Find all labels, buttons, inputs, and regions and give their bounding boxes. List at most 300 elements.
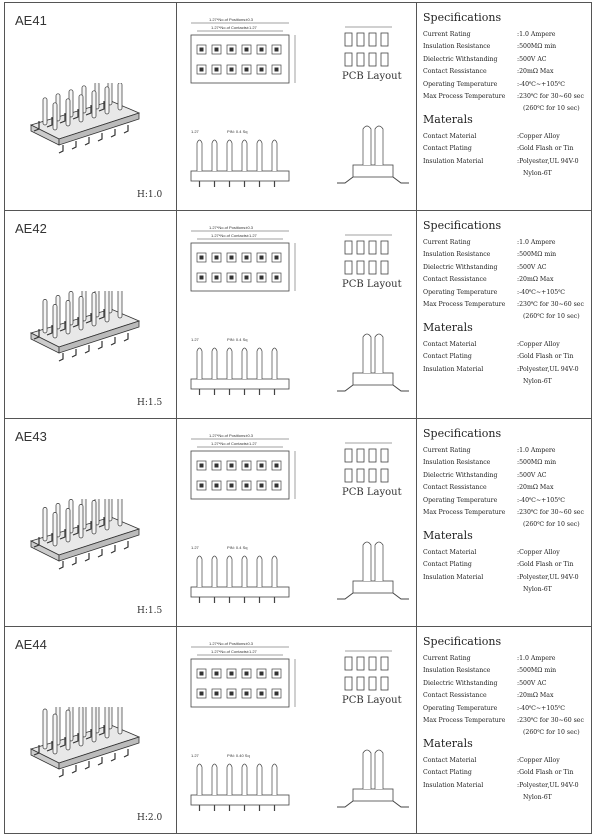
spec-row	[423, 274, 584, 286]
pcb-pad	[369, 449, 376, 462]
profile-pin	[363, 750, 371, 789]
spec-key: Operating Temperature	[423, 496, 498, 504]
spec-key: Current Rating	[423, 31, 471, 38]
side-pin	[272, 140, 277, 171]
material-value: :Gold Flash or Tin	[517, 353, 574, 361]
catalog-sheet	[4, 2, 592, 834]
smt-lead	[111, 545, 115, 553]
pin-note: PIN: 0.4 Sq	[227, 129, 248, 134]
product-image-cell	[5, 3, 177, 210]
profile-lead	[393, 177, 409, 183]
pcb-pad	[381, 449, 388, 462]
technical-drawing	[177, 211, 417, 419]
smt-lead	[98, 757, 102, 765]
spec-value: :500MΩ min	[517, 43, 557, 51]
pitch-label: 1.27	[191, 337, 199, 342]
pin-note: PIN: 0.40 Sq	[227, 753, 250, 758]
material-key: Contact Plating	[423, 145, 472, 153]
pin	[43, 98, 47, 125]
pcb-pad	[345, 469, 352, 482]
material-key: Contact Material	[423, 757, 477, 764]
contact-pin	[275, 48, 279, 52]
side-pin	[212, 764, 217, 795]
pin	[43, 299, 47, 333]
material-row	[423, 755, 579, 767]
material-value: :Copper Alloy	[517, 133, 560, 140]
contact-pin	[230, 464, 234, 468]
side-pin	[242, 140, 247, 171]
pcb-pad	[381, 261, 388, 274]
material-value: :Gold Flash or Tin	[517, 769, 574, 777]
material-table	[423, 547, 579, 597]
profile-pin	[375, 334, 383, 373]
spec-value: :500MΩ min	[517, 667, 557, 675]
pcb-pad	[357, 469, 364, 482]
pcb-pad	[381, 241, 388, 254]
smt-lead	[85, 761, 89, 769]
connector-iso-image	[27, 83, 147, 163]
pin	[66, 710, 70, 750]
spec-key: Dielectric Withstanding	[423, 55, 498, 63]
smt-lead	[124, 541, 128, 549]
contact-pin	[200, 672, 204, 676]
profile-pin	[375, 542, 383, 581]
pcb-pad	[369, 53, 376, 66]
spec-row	[423, 29, 584, 41]
smt-lead	[72, 349, 76, 357]
product-row-ae42	[5, 211, 591, 419]
contact-pin	[215, 256, 219, 260]
pin	[105, 707, 109, 738]
contact-pin	[260, 68, 264, 72]
contact-pin	[200, 276, 204, 280]
material-key: Insulation Material	[423, 781, 484, 789]
dimension-label: 1.27*No.of Contacts±1.27	[211, 441, 257, 446]
pin	[79, 95, 83, 122]
contact-pin	[230, 256, 234, 260]
pin-note: PIN: 0.4 Sq	[227, 545, 248, 550]
spec-key: Contact Ressistance	[423, 484, 487, 492]
pin	[66, 300, 70, 334]
material-value: :Copper Alloy	[517, 549, 560, 556]
contact-pin	[215, 464, 219, 468]
material-row	[423, 767, 579, 779]
profile-body	[353, 789, 393, 801]
side-pin	[272, 348, 277, 379]
contact-pin	[200, 484, 204, 488]
spec-row	[423, 249, 584, 261]
product-image-cell	[5, 627, 177, 833]
pitch-label: 1.27	[191, 753, 199, 758]
profile-lead	[337, 801, 353, 807]
side-pin	[242, 556, 247, 587]
height-label: H:2.0	[137, 813, 163, 823]
material-value: :Polyester,UL 94V-0	[517, 365, 579, 373]
pin	[43, 709, 47, 749]
spec-value: :500MΩ min	[517, 459, 557, 467]
spec-value: :-40℃~+105℃	[517, 496, 566, 504]
product-row-ae43	[5, 419, 591, 627]
spec-key: Current Rating	[423, 655, 471, 662]
specifications-heading: Specifications	[423, 219, 502, 232]
spec-key: Max Process Temperature	[423, 93, 506, 101]
spec-row	[423, 690, 584, 702]
material-key: Insulation Material	[423, 365, 484, 373]
spec-value: :230℃ for 30~60 sec	[517, 301, 584, 309]
spec-cell	[417, 211, 591, 418]
pcb-pad	[357, 449, 364, 462]
connector-iso-image	[27, 291, 147, 371]
material-key: Contact Material	[423, 133, 477, 140]
contact-pin	[260, 256, 264, 260]
material-table	[423, 131, 579, 181]
spec-key: Insulation Resistance	[423, 251, 491, 259]
smt-lead	[59, 353, 63, 361]
side-pin	[227, 140, 232, 171]
material-key: Insulation Material	[423, 157, 484, 165]
pcb-layout-label: PCB Layout	[342, 695, 402, 706]
contact-pin	[230, 484, 234, 488]
smt-lead	[85, 137, 89, 145]
pin	[118, 291, 122, 318]
materials-heading: Materals	[423, 529, 473, 542]
pcb-pad	[369, 261, 376, 274]
spec-value: :1.0 Ampere	[517, 655, 556, 662]
spec-value: :20mΩ Max	[517, 692, 554, 700]
profile-body	[353, 373, 393, 385]
pcb-layout-label: PCB Layout	[342, 71, 402, 82]
product-image-cell	[5, 419, 177, 626]
spec-value: :-40℃~+105℃	[517, 288, 566, 296]
dimension-label: 1.27*No.of Contacts±1.27	[211, 649, 257, 654]
spec-row	[423, 287, 584, 299]
spec-key: Current Rating	[423, 447, 471, 454]
material-table	[423, 339, 579, 389]
spec-key: Max Process Temperature	[423, 717, 506, 725]
side-pin	[227, 556, 232, 587]
pcb-pad	[357, 261, 364, 274]
spec-key: Insulation Resistance	[423, 459, 491, 467]
contact-pin	[215, 484, 219, 488]
spec-row	[423, 66, 584, 78]
side-pin	[242, 764, 247, 795]
top-view-body	[191, 659, 289, 707]
smt-lead	[85, 345, 89, 353]
product-image-cell	[5, 211, 177, 418]
smt-lead	[59, 561, 63, 569]
spec-key: Dielectric Withstanding	[423, 263, 498, 271]
technical-drawing	[177, 627, 417, 833]
spec-continuation: (260℃ for 10 sec)	[523, 105, 580, 113]
side-view-body	[191, 587, 289, 597]
spec-key: Max Process Temperature	[423, 301, 506, 309]
spec-row	[423, 457, 584, 469]
material-row	[423, 143, 579, 155]
contact-pin	[260, 464, 264, 468]
pin	[118, 499, 122, 526]
profile-pin	[363, 126, 371, 165]
pin-note: PIN: 0.4 Sq	[227, 337, 248, 342]
pin	[53, 512, 57, 546]
material-value: :Copper Alloy	[517, 757, 560, 764]
contact-pin	[245, 692, 249, 696]
pcb-pad	[369, 657, 376, 670]
material-row	[423, 780, 579, 792]
connector-iso-image	[27, 707, 147, 787]
side-pin	[197, 140, 202, 171]
contact-pin	[215, 276, 219, 280]
contact-pin	[245, 464, 249, 468]
spec-continuation: (260℃ for 10 sec)	[523, 313, 580, 321]
material-continuation: Nylon-6T	[523, 794, 552, 802]
pin	[79, 504, 83, 538]
profile-lead	[337, 593, 353, 599]
material-continuation: Nylon-6T	[523, 378, 552, 386]
spec-row	[423, 507, 584, 519]
pin	[118, 707, 122, 734]
contact-pin	[275, 276, 279, 280]
connector-iso-image	[27, 499, 147, 579]
spec-key: Operating Temperature	[423, 288, 498, 296]
spec-value: :230℃ for 30~60 sec	[517, 93, 584, 101]
profile-body	[353, 581, 393, 593]
contact-pin	[230, 672, 234, 676]
contact-pin	[245, 256, 249, 260]
spec-value: :20mΩ Max	[517, 484, 554, 492]
pin	[92, 500, 96, 534]
contact-pin	[230, 48, 234, 52]
spec-cell	[417, 627, 591, 833]
side-pin	[242, 348, 247, 379]
side-view-body	[191, 379, 289, 389]
dimension-label: 1.27*No.of Contacts±1.27	[211, 233, 257, 238]
contact-pin	[200, 48, 204, 52]
drawing-cell	[177, 3, 417, 210]
drawing-cell	[177, 211, 417, 418]
smt-lead	[72, 557, 76, 565]
profile-lead	[393, 593, 409, 599]
pin	[53, 714, 57, 754]
profile-lead	[337, 177, 353, 183]
spec-value: :230℃ for 30~60 sec	[517, 717, 584, 725]
contact-pin	[260, 672, 264, 676]
contact-pin	[230, 692, 234, 696]
spec-value: :500V AC	[517, 263, 547, 271]
material-value: :Copper Alloy	[517, 341, 560, 348]
side-pin	[212, 140, 217, 171]
pcb-pad	[345, 261, 352, 274]
side-pin	[272, 556, 277, 587]
material-key: Contact Plating	[423, 769, 472, 777]
pcb-pad	[381, 469, 388, 482]
side-pin	[197, 556, 202, 587]
material-row	[423, 572, 579, 584]
height-label: H:1.5	[137, 606, 163, 616]
smt-lead	[124, 125, 128, 133]
profile-pin	[375, 750, 383, 789]
smt-lead	[98, 549, 102, 557]
spec-row	[423, 495, 584, 507]
pcb-pad	[381, 657, 388, 670]
contact-pin	[275, 672, 279, 676]
pitch-label: 1.27	[191, 129, 199, 134]
smt-lead	[72, 765, 76, 773]
pcb-pad	[381, 33, 388, 46]
side-pin	[257, 140, 262, 171]
side-view-body	[191, 171, 289, 181]
spec-row	[423, 237, 584, 249]
material-continuation: Nylon-6T	[523, 170, 552, 178]
side-pin	[257, 348, 262, 379]
side-view-body	[191, 795, 289, 805]
drawing-cell	[177, 627, 417, 833]
spec-value: :230℃ for 30~60 sec	[517, 509, 584, 517]
contact-pin	[275, 68, 279, 72]
material-row	[423, 156, 579, 168]
dimension-label: 1.27*No.of Positions±0.3	[209, 225, 253, 230]
spec-table	[423, 29, 584, 116]
contact-pin	[200, 256, 204, 260]
smt-lead	[59, 145, 63, 153]
spec-row	[423, 299, 584, 311]
spec-value: :20mΩ Max	[517, 276, 554, 284]
pcb-pad	[381, 677, 388, 690]
pcb-pad	[357, 677, 364, 690]
drawing-cell	[177, 419, 417, 626]
specifications-heading: Specifications	[423, 635, 502, 648]
dimension-label: 1.27*No.of Contacts±1.27	[211, 25, 257, 30]
contact-pin	[215, 48, 219, 52]
material-value: :Polyester,UL 94V-0	[517, 157, 579, 165]
spec-row	[423, 445, 584, 457]
contact-pin	[245, 672, 249, 676]
contact-pin	[260, 484, 264, 488]
contact-pin	[245, 484, 249, 488]
spec-key: Contact Ressistance	[423, 68, 487, 76]
pcb-pad	[345, 449, 352, 462]
spec-row	[423, 41, 584, 53]
spec-table	[423, 237, 584, 324]
specifications-heading: Specifications	[423, 427, 502, 440]
pin	[66, 99, 70, 126]
material-row	[423, 131, 579, 143]
pcb-pad	[345, 241, 352, 254]
spec-table	[423, 445, 584, 532]
contact-pin	[245, 276, 249, 280]
smt-lead	[111, 129, 115, 137]
material-continuation: Nylon-6T	[523, 586, 552, 594]
specifications-heading: Specifications	[423, 11, 502, 24]
dimension-label: 1.27*No.of Positions±0.3	[209, 641, 253, 646]
contact-pin	[215, 672, 219, 676]
spec-key: Operating Temperature	[423, 704, 498, 712]
material-key: Contact Material	[423, 549, 477, 556]
top-view-body	[191, 35, 289, 83]
height-label: H:1.0	[137, 190, 163, 200]
materials-heading: Materals	[423, 113, 473, 126]
pcb-pad	[357, 657, 364, 670]
contact-pin	[245, 48, 249, 52]
pin	[118, 83, 122, 110]
pin	[105, 291, 109, 322]
material-key: Contact Plating	[423, 561, 472, 569]
product-row-ae44	[5, 627, 591, 833]
pcb-pad	[345, 677, 352, 690]
contact-pin	[275, 484, 279, 488]
smt-lead	[124, 333, 128, 341]
material-value: :Gold Flash or Tin	[517, 561, 574, 569]
pcb-pad	[345, 33, 352, 46]
contact-pin	[215, 692, 219, 696]
side-pin	[197, 764, 202, 795]
spec-value: :500V AC	[517, 55, 547, 63]
material-key: Contact Plating	[423, 353, 472, 361]
profile-body	[353, 165, 393, 177]
product-code: AE41	[15, 13, 47, 28]
technical-drawing	[177, 3, 417, 211]
smt-lead	[111, 337, 115, 345]
top-view-body	[191, 451, 289, 499]
smt-lead	[85, 553, 89, 561]
smt-lead	[72, 141, 76, 149]
pcb-pad	[369, 241, 376, 254]
pin	[92, 292, 96, 326]
profile-pin	[375, 126, 383, 165]
height-label: H:1.5	[137, 398, 163, 408]
spec-continuation: (260℃ for 10 sec)	[523, 729, 580, 737]
smt-lead	[124, 749, 128, 757]
pcb-pad	[357, 33, 364, 46]
materials-heading: Materals	[423, 321, 473, 334]
spec-value: :20mΩ Max	[517, 68, 554, 76]
side-pin	[212, 556, 217, 587]
spec-row	[423, 678, 584, 690]
spec-row	[423, 79, 584, 91]
spec-key: Operating Temperature	[423, 80, 498, 88]
side-pin	[197, 348, 202, 379]
contact-pin	[230, 68, 234, 72]
spec-key: Current Rating	[423, 239, 471, 246]
pin	[53, 304, 57, 338]
profile-pin	[363, 334, 371, 373]
side-pin	[212, 348, 217, 379]
spec-value: :-40℃~+105℃	[517, 704, 566, 712]
side-pin	[272, 764, 277, 795]
profile-lead	[393, 801, 409, 807]
contact-pin	[275, 256, 279, 260]
spec-row	[423, 470, 584, 482]
spec-value: :500V AC	[517, 679, 547, 687]
spec-row	[423, 262, 584, 274]
pin	[92, 707, 96, 742]
pcb-layout-label: PCB Layout	[342, 487, 402, 498]
spec-key: Dielectric Withstanding	[423, 471, 498, 479]
spec-value: :1.0 Ampere	[517, 31, 556, 38]
spec-key: Insulation Resistance	[423, 43, 491, 51]
material-value: :Polyester,UL 94V-0	[517, 573, 579, 581]
spec-row	[423, 715, 584, 727]
spec-key: Insulation Resistance	[423, 667, 491, 675]
material-row	[423, 364, 579, 376]
pcb-layout-label: PCB Layout	[342, 279, 402, 290]
material-key: Insulation Material	[423, 573, 484, 581]
material-row	[423, 339, 579, 351]
spec-row	[423, 91, 584, 103]
pin	[105, 499, 109, 530]
smt-lead	[98, 341, 102, 349]
material-table	[423, 755, 579, 805]
spec-row	[423, 653, 584, 665]
